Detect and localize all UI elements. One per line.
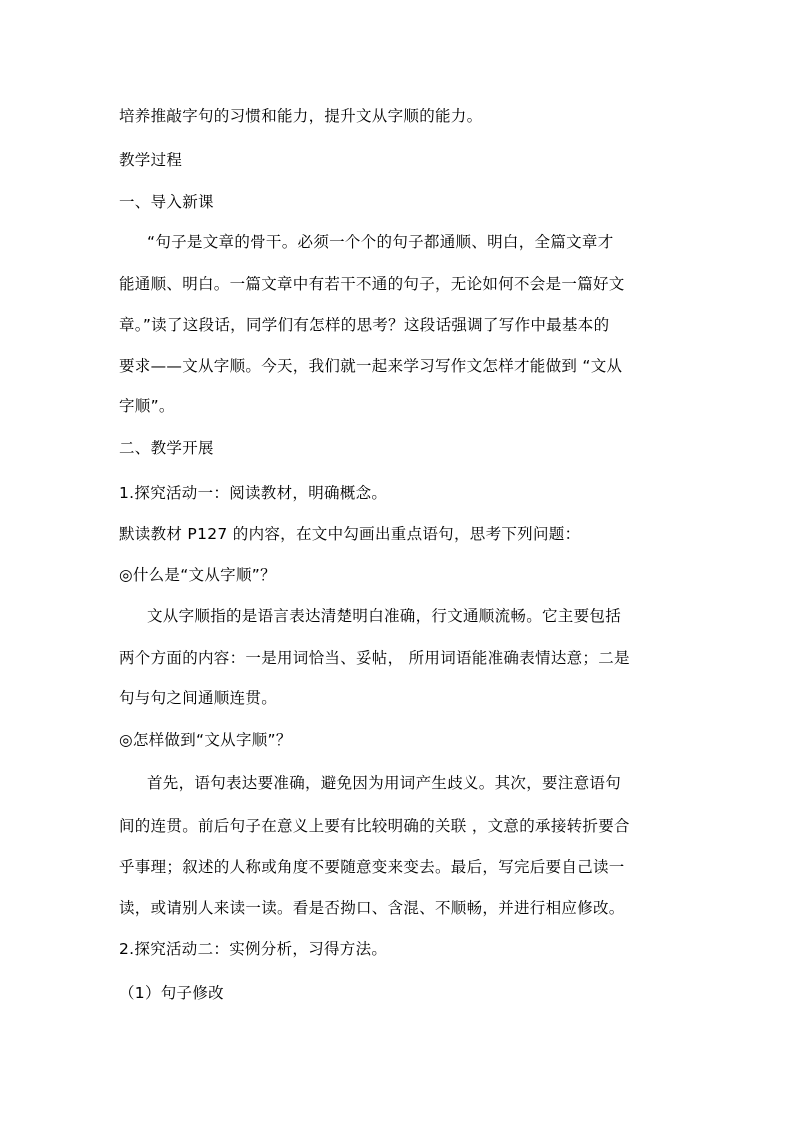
answer-method-line: 首先，语句表达要准确，避免因为用词产生歧义。其次，要注意语句 — [147, 774, 622, 792]
heading-teaching-process: 教学过程 — [119, 151, 183, 169]
question-how-to: ◎怎样做到“文从字顺”？ — [119, 731, 292, 749]
text-line-goal: 培养推敲字句的习惯和能力，提升文从字顺的能力。 — [119, 107, 483, 125]
paragraph-quote-line: 章。”读了这段话，同学们有怎样的思考？这段话强调了写作中最基本的 — [119, 316, 610, 334]
answer-method-line: 读，或请别人来读一读。看是否拗口、含混、不顺畅，并进行相应修改。 — [119, 899, 625, 917]
reading-instruction: 默读教材 P127 的内容，在文中勾画出重点语句，思考下列问题： — [119, 525, 581, 543]
answer-method-line: 间的连贯。前后句子在意义上要有比较明确的关联 ，文意的承接转折要合 — [119, 817, 630, 835]
answer-definition-line: 两个方面的内容：一是用词恰当、妥帖， 所用词语能准确表情达意；二是 — [119, 649, 630, 667]
activity-one-title: 1.探究活动一：阅读教材，明确概念。 — [119, 484, 388, 502]
paragraph-quote-line: “句子是文章的骨干。必须一个个的句子都通顺、明白，全篇文章才 — [147, 233, 614, 251]
paragraph-quote-line: 字顺”。 — [119, 397, 175, 415]
heading-section-one: 一、导入新课 — [119, 193, 214, 211]
activity-two-title: 2.探究活动二：实例分析，习得方法。 — [119, 940, 388, 958]
heading-section-two: 二、教学开展 — [119, 439, 214, 457]
answer-method-line: 乎事理；叙述的人称或角度不要随意变来变去。最后，写完后要自己读一 — [119, 858, 625, 876]
paragraph-quote-line: 能通顺、明白。一篇文章中有若干不通的句子，无论如何不会是一篇好文 — [119, 275, 625, 293]
subsection-sentence-revision: （1）句子修改 — [119, 984, 224, 1002]
question-what-is: ◎什么是“文从字顺”？ — [119, 566, 276, 584]
paragraph-quote-line: 要求——文从字顺。今天，我们就一起来学习写作文怎样才能做到 “文从 — [119, 357, 623, 375]
answer-definition-line: 文从字顺指的是语言表达清楚明白准确，行文通顺流畅。它主要包括 — [147, 607, 622, 625]
answer-definition-line: 句与句之间通顺连贯。 — [119, 689, 278, 707]
